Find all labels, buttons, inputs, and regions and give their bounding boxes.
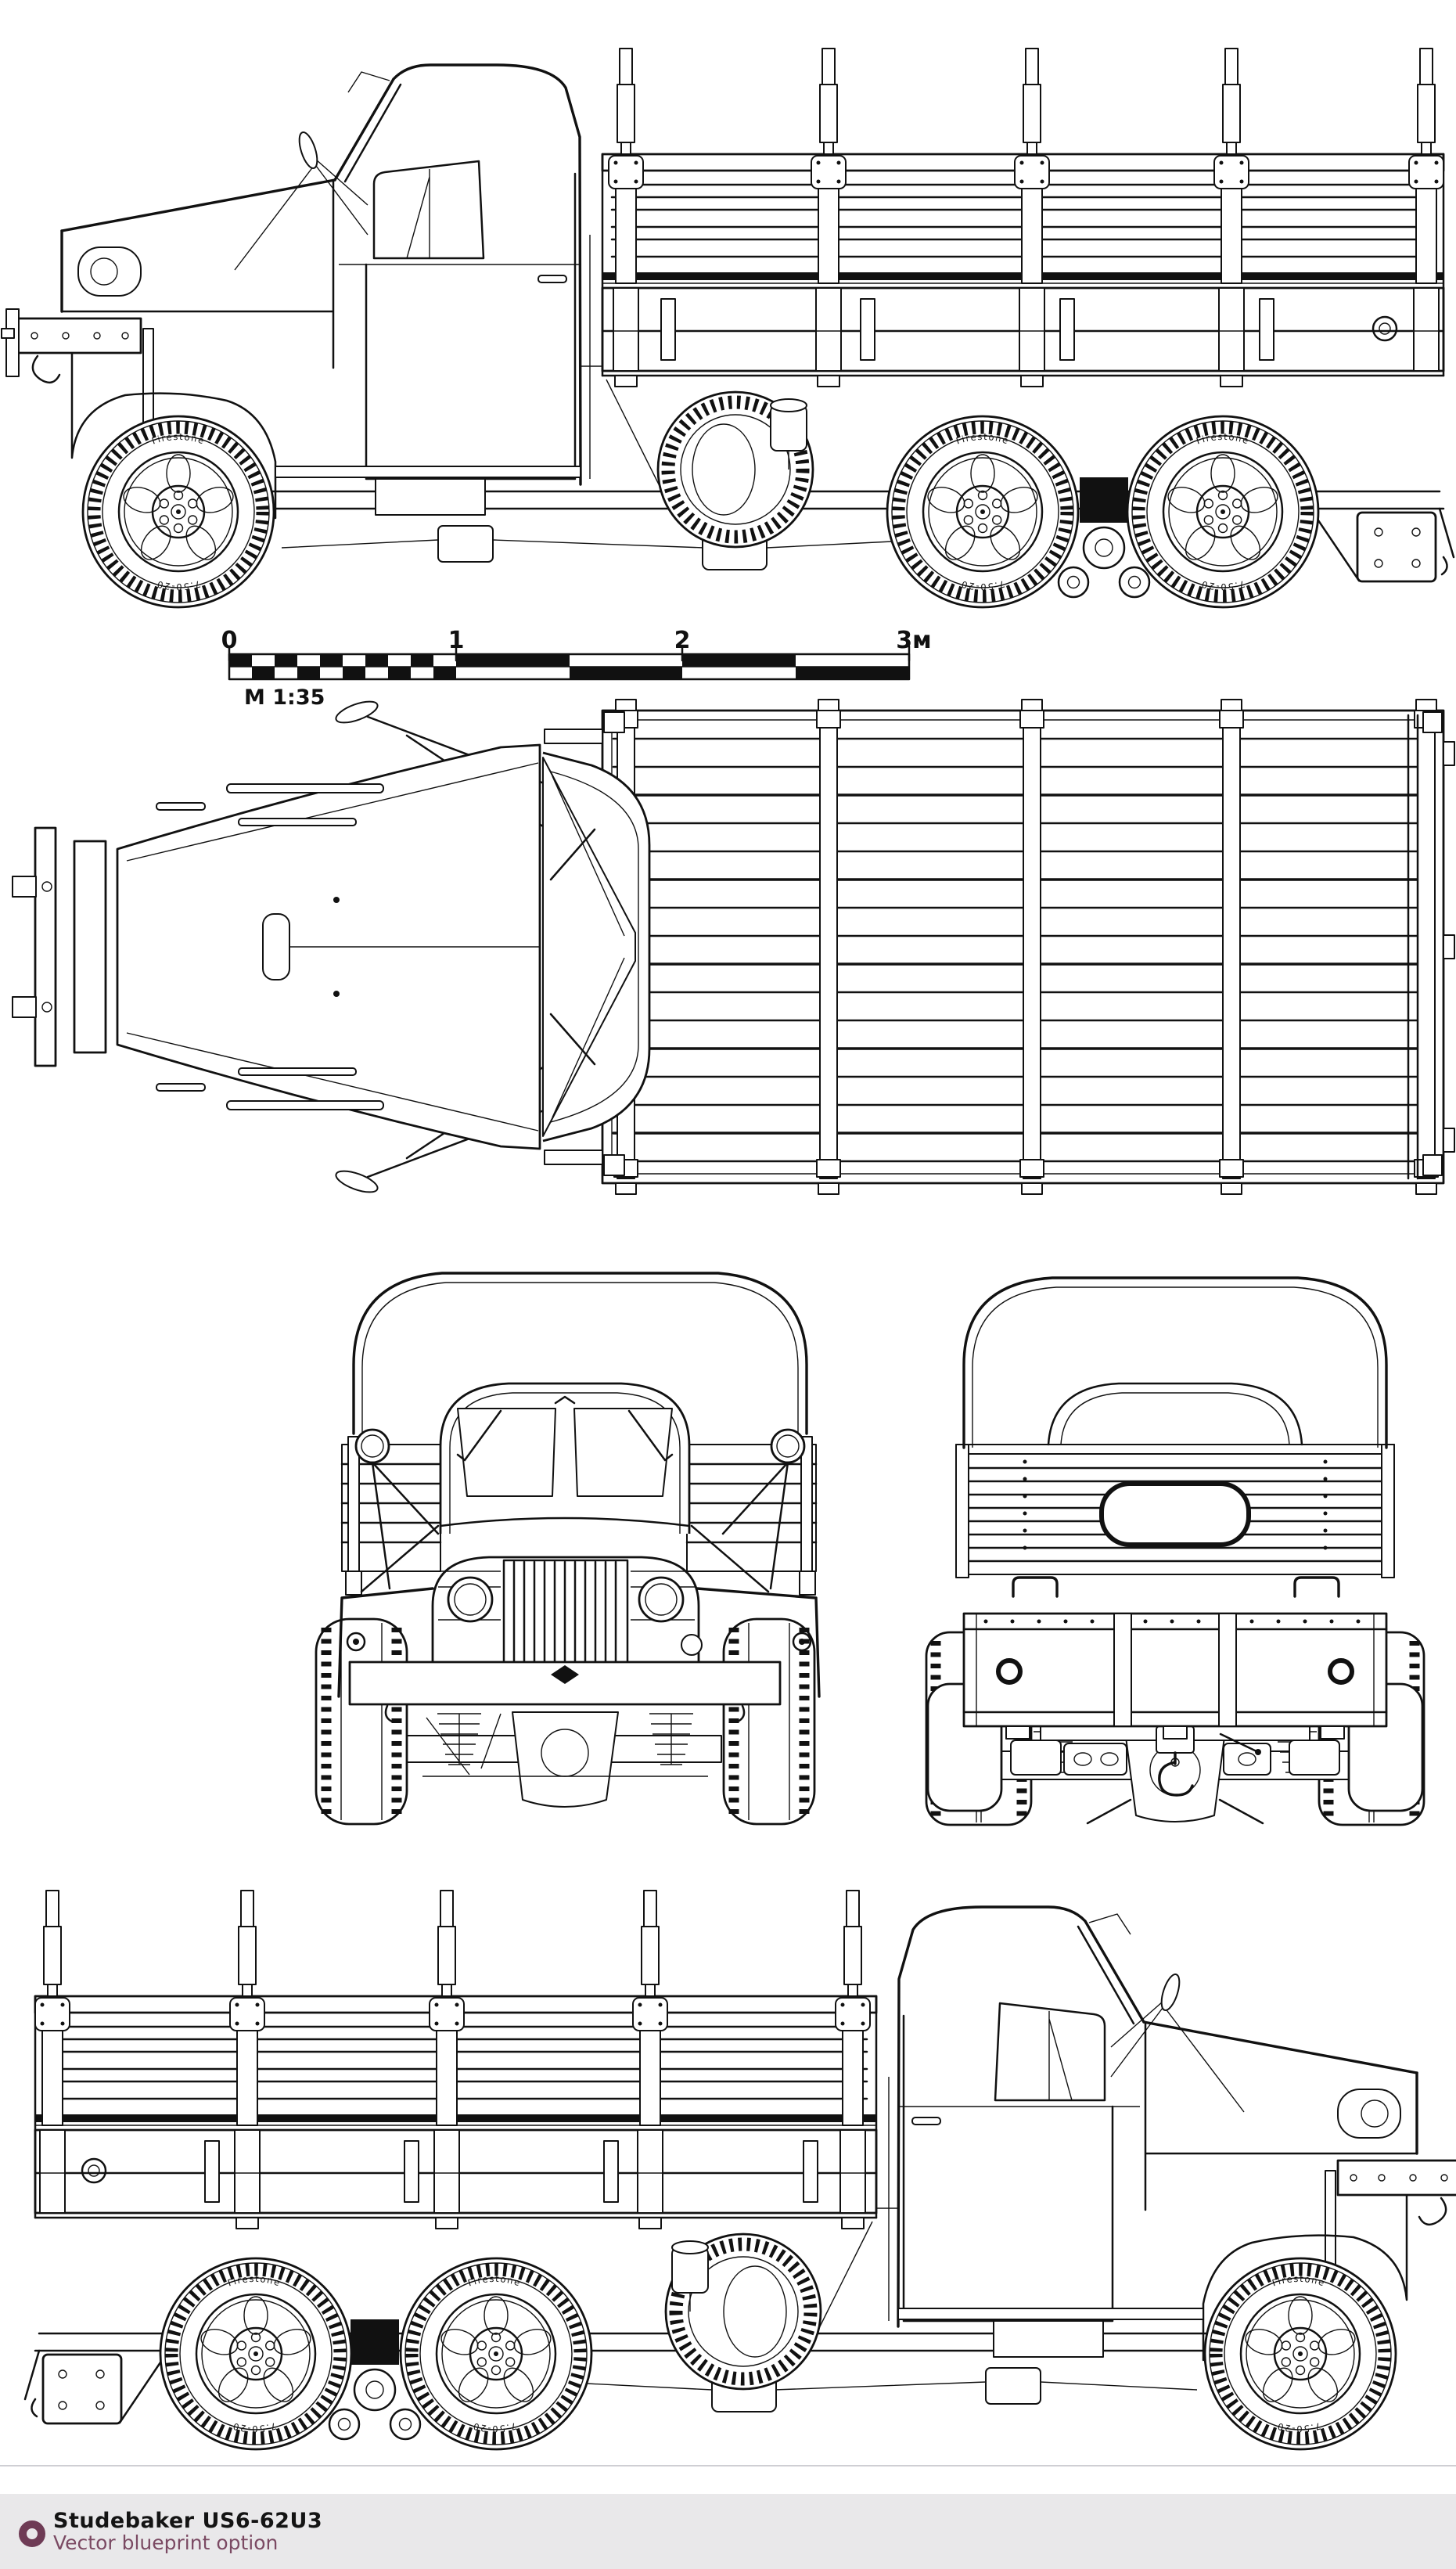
tire-brand-text: Firestone [1271,2272,1327,2289]
front-axle [407,1712,721,1807]
bumper-plan [13,828,106,1066]
cab-side [2,65,602,518]
scale-tick-1: 1 [448,627,465,654]
scale-tick-3m: 3м [896,627,932,654]
side-view-bottom [25,1891,1456,2449]
tire-size-text: 7.50-20 [231,2420,278,2435]
side-view-top [2,49,1454,607]
footer-divider [0,2465,1456,2466]
tire-size-text: 7.50-20 [1199,578,1246,593]
scale-caption: М 1:35 [244,685,325,710]
spare-tire [658,392,813,547]
tire-brand-text: Firestone [466,2272,523,2289]
tire-brand-text: Firestone [150,430,207,447]
bed-plan [602,700,1454,1194]
rear-view [926,1278,1424,1825]
tire-size-text: 7.50-20 [1275,2420,1322,2435]
footer [0,2494,1456,2569]
scale-checker [229,654,909,679]
roof-bow-rear [964,1278,1386,1448]
page-title: Studebaker US6-62U3 [53,2508,323,2533]
cab-roof-plan [543,753,649,1141]
tire-brand-text: Firestone [1195,430,1251,447]
brand-ring-icon [19,2520,45,2547]
tailgate [964,1614,1386,1739]
cab-front [440,1383,689,1534]
cab-roof-rear [1048,1383,1302,1445]
page-subtitle: Vector blueprint option [53,2531,279,2555]
hood-plan [117,729,602,1164]
tire-size-text: 7.50-20 [471,2420,518,2435]
tire-size-text: 7.50-20 [155,578,202,593]
scale-tick-2: 2 [674,627,691,654]
scale-bar [221,627,932,710]
top-view [13,697,1454,1196]
tire-brand-text: Firestone [226,2272,282,2289]
tire-size-text: 7.50-20 [959,578,1006,593]
front-left-tire [316,1619,407,1824]
tire-brand-text: Firestone [954,430,1011,447]
bed-walls-rear [956,1445,1394,1596]
front-view [316,1273,819,1824]
scale-tick-0: 0 [221,627,238,654]
